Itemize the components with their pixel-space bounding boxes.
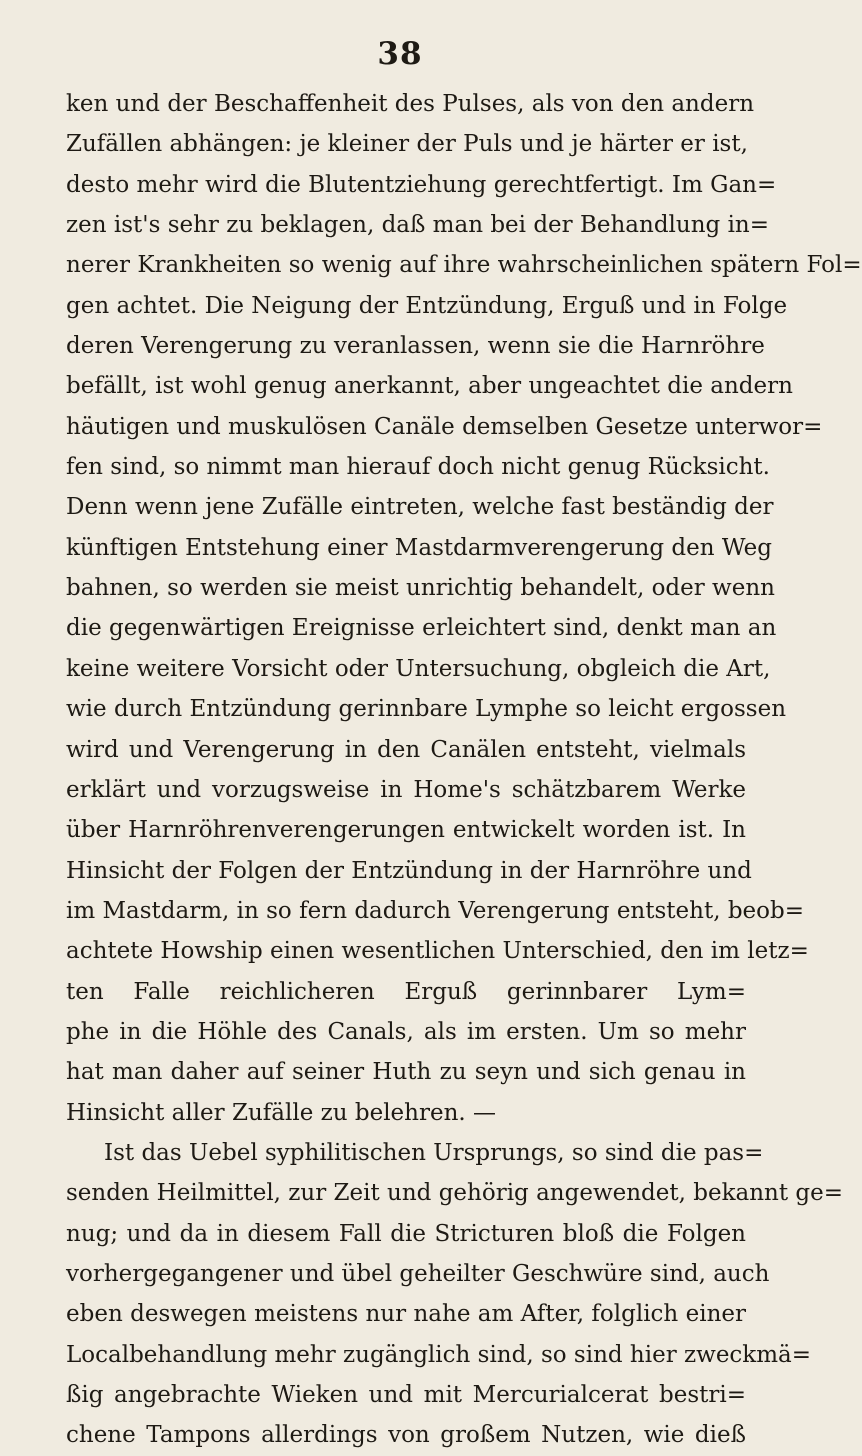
text-line: eben deswegen meistens nur nahe am After, folglich einer — [66, 1301, 746, 1328]
text-line: erklärt und vorzugsweise in Home's schätzbarem Werke — [66, 776, 746, 803]
body-text — [66, 84, 862, 1456]
page-number: 38 — [377, 36, 423, 72]
text-line: achtete Howship einen wesentlichen Unterschied, den im letz= — [66, 938, 809, 965]
text-line: keine weitere Vorsicht oder Untersuchung, obgleich die Art, — [66, 655, 771, 682]
text-line: deren Verengerung zu veranlassen, wenn sie die Harnröhre — [66, 333, 765, 360]
text-line: wie durch Entzündung gerinnbare Lymphe so leicht ergossen — [66, 696, 787, 723]
text-line: bahnen, so werden sie meist unrichtig behandelt, oder wenn — [66, 575, 775, 602]
text-line: nerer Krankheiten so wenig auf ihre wahrscheinlichen spätern Fol= — [66, 252, 862, 279]
text-line: hat man daher auf seiner Huth zu seyn und sich genau in — [66, 1059, 746, 1086]
text-line: über Harnröhrenverengerungen entwickelt worden ist. In — [66, 817, 746, 844]
text-line: Hinsicht aller Zufälle zu belehren. — — [66, 1099, 497, 1126]
text-line: nug; und da in diesem Fall die Stricturen bloß die Folgen — [66, 1220, 746, 1247]
text-line: Zufällen abhängen: je kleiner der Puls und je härter er ist, — [66, 131, 748, 158]
text-line: Denn wenn jene Zufälle eintreten, welche fast beständig der — [66, 494, 774, 521]
text-line: vorhergegangener und übel geheilter Geschwüre sind, auch — [66, 1260, 770, 1287]
text-line: desto mehr wird die Blutentziehung gerechtfertigt. Im Gan= — [66, 171, 777, 198]
text-line: ken und der Beschaffenheit des Pulses, als von den andern — [66, 91, 755, 117]
text-line: Hinsicht der Folgen der Entzündung in der Harnröhre und — [66, 857, 752, 884]
text-line: im Mastdarm, in so fern dadurch Verengerung entsteht, beob= — [66, 897, 804, 924]
text-line: gen achtet. Die Neigung der Entzündung, Erguß und in Folge — [66, 292, 788, 319]
text-line: wird und Verengerung in den Canälen entsteht, vielmals — [66, 736, 746, 763]
text-line: die gegenwärtigen Ereignisse erleichtert sind, denkt man an — [66, 615, 777, 642]
text-line: fen sind, so nimmt man hierauf doch nicht genug Rücksicht. — [66, 454, 770, 481]
text-line: zen ist's sehr zu beklagen, daß man bei der Behandlung in= — [66, 212, 770, 239]
text-line: Localbehandlung mehr zugänglich sind, so sind hier zweckmä= — [66, 1341, 812, 1368]
text-line: phe in die Höhle des Canals, als im ersten. Um so mehr — [66, 1018, 746, 1045]
text-line: senden Heilmittel, zur Zeit und gehörig angewendet, bekannt ge= — [66, 1180, 844, 1207]
text-line: befällt, ist wohl genug anerkannt, aber ungeachtet die andern — [66, 373, 793, 400]
text-line: künftigen Entstehung einer Mastdarmverengerung den Weg — [66, 534, 772, 561]
text-line: häutigen und muskulösen Canäle demselben Gesetze unterwor= — [66, 413, 823, 440]
text-line: Ist das Uebel syphilitischen Ursprungs, so sind die pas= — [104, 1139, 764, 1166]
text-line: ßig angebrachte Wieken und mit Mercurialcerat bestri= — [66, 1382, 746, 1408]
text-line: chene Tampons allerdings von großem Nutzen, wie dieß — [66, 1422, 746, 1449]
text-line: ten Falle reichlicheren Erguß gerinnbarer Lym= — [66, 978, 746, 1005]
